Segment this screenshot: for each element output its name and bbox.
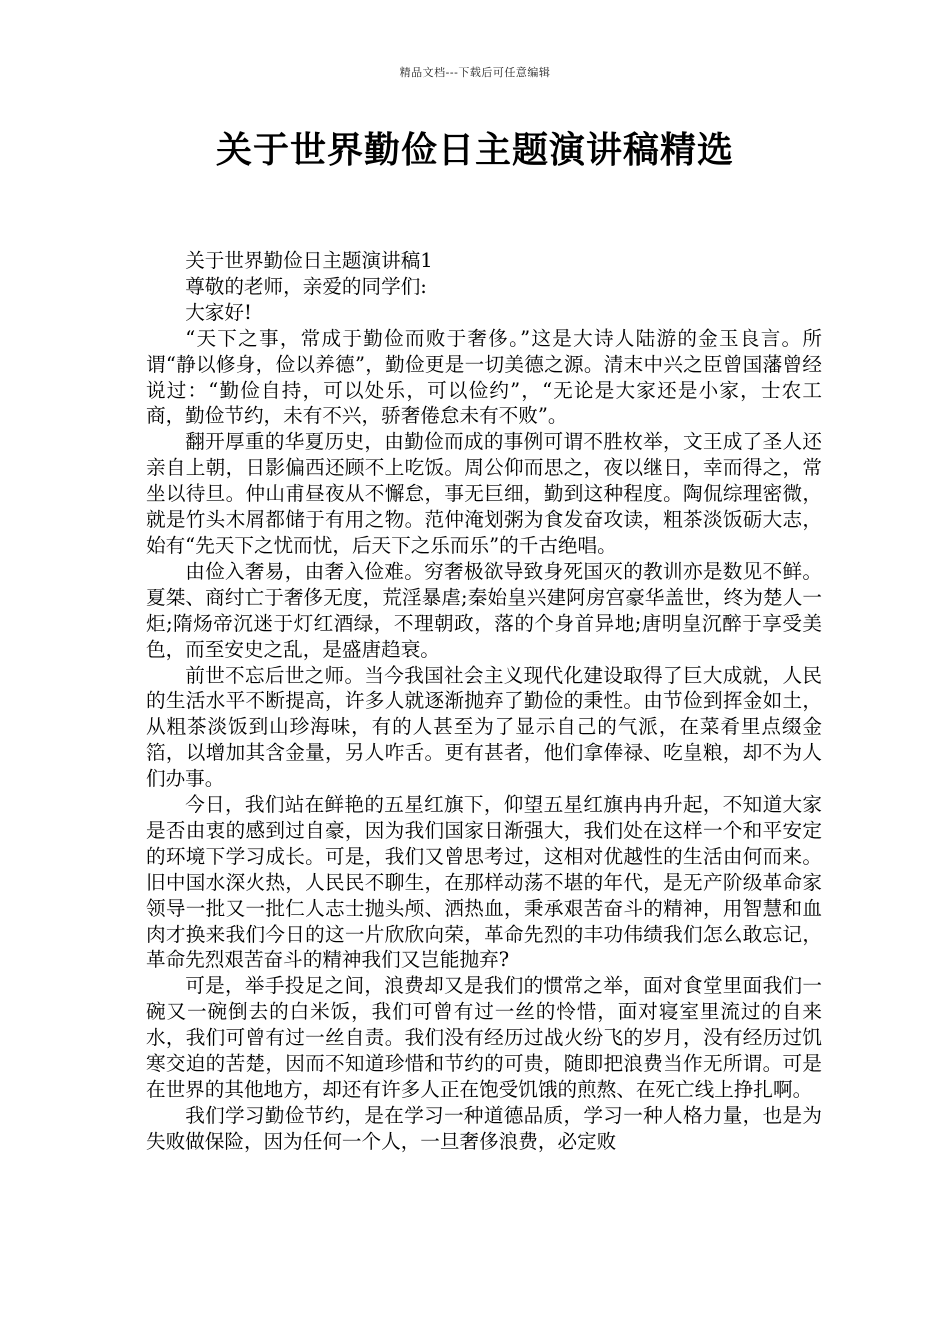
paragraph: 可是，举手投足之间，浪费却又是我们的惯常之举，面对食堂里面我们一碗又一碗倒去的白米饭，我们可曾有过一丝的怜惜，面对寝室里流过的自来水，我们可曾有过一丝自责。我们没有经历过战火纷飞的岁月，没有经历过饥寒交迫的苦楚，因而不知道珍惜和节约的可贵，随即把浪费当作无所谓。可是在世界的其他地方，却还有许多人正在饱受饥饿的煎熬、在死亡线上挣扎啊。 (146, 974, 822, 1101)
paragraph: 由俭入奢易，由奢入俭难。穷奢极欲导致身死国灭的教训亦是数见不鲜。夏桀、商纣亡于奢侈无度，荒淫暴虐;秦始皇兴建阿房宫豪华盖世，终为楚人一炬;隋炀帝沉迷于灯红酒绿，不理朝政，落的个身首异地;唐明皇沉醉于享受美色，而至安史之乱，是盛唐趋衰。 (146, 559, 822, 661)
paragraph-salutation: 尊敬的老师，亲爱的同学们: (185, 274, 427, 298)
paragraph-heading: 关于世界勤俭日主题演讲稿1 (185, 249, 433, 272)
paragraph: 我们学习勤俭节约，是在学习一种道德品质，学习一种人格力量，也是为失败做保险，因为任何一个人，一旦奢侈浪费，必定败 (146, 1103, 822, 1153)
paragraph: “天下之事，常成于勤俭而败于奢侈。”这是大诗人陆游的金玉良言。所谓“静以修身，俭以养德”，勤俭更是一切美德之源。清末中兴之臣曾国藩曾经说过：“勤俭自持，可以处乐，可以俭约”，“无论是大家还是小家，士农工商，勤俭节约，未有不兴，骄奢倦怠未有不败”。 (146, 326, 822, 428)
body-text (146, 248, 822, 1155)
paragraph: 翻开厚重的华夏历史，由勤俭而成的事例可谓不胜枚举，文王成了圣人还亲自上朝，日影偏西还顾不上吃饭。周公仰而思之，夜以继日，幸而得之，常坐以待旦。仲山甫昼夜从不懈怠，事无巨细，勤到这种程度。陶侃综理密微，就是竹头木屑都储于有用之物。范仲淹划粥为食发奋攻读，粗茶淡饭砺大志，始有“先天下之忧而忧，后天下之乐而乐”的千古绝唱。 (146, 430, 822, 557)
page-title: 关于世界勤俭日主题演讲稿精选 (215, 130, 734, 171)
header-note: 精品文档---下载后可任意编辑 (399, 66, 551, 79)
paragraph-greeting: 大家好! (185, 300, 252, 324)
paragraph: 今日，我们站在鲜艳的五星红旗下，仰望五星红旗冉冉升起，不知道大家是否由衷的感到过自豪，因为我们国家日渐强大，我们处在这样一个和平安定的环境下学习成长。可是，我们又曾思考过，这相对优越性的生活由何而来。旧中国水深火热，人民民不聊生，在那样动荡不堪的年代，是无产阶级革命家领导一批又一批仁人志士抛头颅、洒热血，秉承艰苦奋斗的精神，用智慧和血肉才换来我们今日的这一片欣欣向荣，革命先烈的丰功伟绩我们怎么敢忘记，革命先烈艰苦奋斗的精神我们又岂能抛弃? (146, 793, 822, 972)
paragraph: 前世不忘后世之师。当今我国社会主义现代化建设取得了巨大成就，人民的生活水平不断提高，许多人就逐渐抛弃了勤俭的秉性。由节俭到挥金如土，从粗茶淡饭到山珍海味，有的人甚至为了显示自己的气派，在菜肴里点缀金箔，以增加其含金量，另人咋舌。更有甚者，他们拿俸禄、吃皇粮，却不为人们办事。 (146, 663, 822, 791)
